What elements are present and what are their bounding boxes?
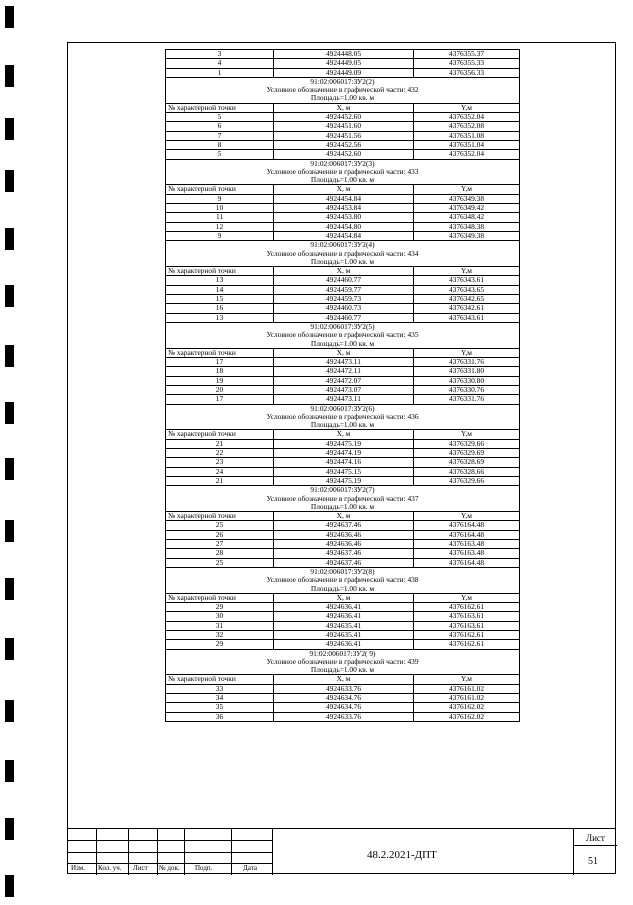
plot-area: Площадь=1.00 кв. м — [166, 503, 520, 512]
binder-ring — [5, 520, 14, 542]
header-cell: X, м — [274, 348, 414, 357]
table-cell: 22 — [166, 449, 274, 458]
table-cell: 4376162.02 — [414, 703, 520, 712]
binder-ring — [5, 402, 14, 424]
plot-legend-note-row — [166, 86, 520, 94]
binder-ring — [5, 6, 14, 28]
plot-area: Площадь=1.00 кв. м — [166, 340, 520, 349]
table-cell: 4376349.38 — [414, 194, 520, 203]
table-row — [166, 467, 520, 476]
table-cell: 5 — [166, 113, 274, 122]
table-cell: 4376331.80 — [414, 367, 520, 376]
table-row — [166, 376, 520, 385]
table-cell: 4924475.15 — [274, 467, 414, 476]
table-row — [166, 439, 520, 448]
table-cell: 4924449.05 — [274, 59, 414, 68]
table-cell: 3 — [166, 50, 274, 59]
revision-grid — [67, 829, 272, 875]
table-cell: 4924459.73 — [274, 295, 414, 304]
plot-legend-note: Условное обозначение в графической части: 439 — [166, 658, 520, 666]
table-header-row — [166, 675, 520, 684]
table-cell: 4924452.56 — [274, 140, 414, 149]
header-cell: № характерной точки — [166, 675, 274, 684]
table-cell: 25 — [166, 558, 274, 567]
table-cell: 4924473.07 — [274, 385, 414, 394]
table-cell: 4376349.42 — [414, 204, 520, 213]
table-cell: 12 — [166, 222, 274, 231]
table-cell: 4924460.77 — [274, 276, 414, 285]
table-cell: 4376349.38 — [414, 231, 520, 240]
header-cell: X, м — [274, 430, 414, 439]
table-row — [166, 213, 520, 222]
table-cell: 4376329.66 — [414, 439, 520, 448]
table-cell: 4376163.61 — [414, 612, 520, 621]
table-cell: 4924636.41 — [274, 640, 414, 649]
table-cell: 4924637.46 — [274, 549, 414, 558]
plot-legend-note-row — [166, 576, 520, 584]
table-header-row — [166, 267, 520, 276]
table-cell: 4376343.65 — [414, 285, 520, 294]
table-cell: 4376342.61 — [414, 304, 520, 313]
table-cell: 4376348.42 — [414, 213, 520, 222]
table-row — [166, 521, 520, 530]
table-cell: 4924633.76 — [274, 684, 414, 693]
plot-legend-note: Условное обозначение в графической части: 434 — [166, 250, 520, 258]
table-cell: 10 — [166, 204, 274, 213]
table-cell: 4924451.60 — [274, 122, 414, 131]
table-cell: 4924448.05 — [274, 50, 414, 59]
plot-cadastral-number-row — [166, 77, 520, 86]
table-cell: 4376163.48 — [414, 549, 520, 558]
table-cell: 4376329.69 — [414, 449, 520, 458]
sheet-label: Лист — [586, 833, 605, 843]
table-cell: 27 — [166, 540, 274, 549]
table-row — [166, 449, 520, 458]
table-cell: 4376351.08 — [414, 131, 520, 140]
title-block — [67, 828, 616, 875]
stamp-label-sign: Подп. — [195, 864, 213, 872]
binder-ring — [5, 818, 14, 840]
table-cell: 1 — [166, 68, 274, 77]
header-cell: X, м — [274, 103, 414, 112]
plot-legend-note: Условное обозначение в графической части: 436 — [166, 413, 520, 421]
table-row — [166, 640, 520, 649]
sheet-box — [573, 829, 617, 875]
plot-area-row — [166, 94, 520, 103]
table-row — [166, 295, 520, 304]
table-row — [166, 285, 520, 294]
table-row — [166, 276, 520, 285]
table-row — [166, 150, 520, 159]
table-cell: 4376330.80 — [414, 376, 520, 385]
table-cell: 4924452.60 — [274, 150, 414, 159]
plot-area-row — [166, 258, 520, 267]
table-header-row — [166, 430, 520, 439]
plot-area: Площадь=1.00 кв. м — [166, 421, 520, 430]
table-row — [166, 458, 520, 467]
table-cell: 4924451.56 — [274, 131, 414, 140]
plot-legend-note-row — [166, 168, 520, 176]
table-cell: 4924454.84 — [274, 194, 414, 203]
table-cell: 4924635.41 — [274, 631, 414, 640]
plot-cadastral-number: 91:02:006017:ЗУ2( 9) — [166, 649, 520, 658]
table-cell: 8 — [166, 140, 274, 149]
stamp-label-doc: № док. — [159, 864, 180, 872]
table-cell: 4924635.41 — [274, 621, 414, 630]
plot-legend-note-row — [166, 658, 520, 666]
table-cell: 28 — [166, 549, 274, 558]
plot-area-row — [166, 340, 520, 349]
table-cell: 4376343.61 — [414, 276, 520, 285]
table-row — [166, 530, 520, 539]
table-cell: 17 — [166, 358, 274, 367]
plot-cadastral-number: 91:02:006017:ЗУ2(5) — [166, 322, 520, 331]
plot-cadastral-number-row — [166, 322, 520, 331]
plot-legend-note: Условное обозначение в графической части: 438 — [166, 576, 520, 584]
table-cell: 4376356.33 — [414, 68, 520, 77]
table-cell: 11 — [166, 213, 274, 222]
table-cell: 4376343.61 — [414, 313, 520, 322]
table-cell: 4376352.08 — [414, 122, 520, 131]
table-row — [166, 367, 520, 376]
plot-legend-note-row — [166, 250, 520, 258]
table-cell: 6 — [166, 122, 274, 131]
table-cell: 4924636.46 — [274, 530, 414, 539]
binder-ring — [5, 578, 14, 600]
plot-area-row — [166, 176, 520, 185]
table-cell: 4376162.61 — [414, 631, 520, 640]
table-cell: 4924475.19 — [274, 476, 414, 485]
table-row — [166, 712, 520, 721]
table-cell: 31 — [166, 621, 274, 630]
plot-area-row — [166, 421, 520, 430]
binder-ring — [5, 875, 14, 897]
table-row — [166, 50, 520, 59]
table-cell: 13 — [166, 276, 274, 285]
plot-cadastral-number-row — [166, 567, 520, 576]
table-cell: 23 — [166, 458, 274, 467]
table-row — [166, 603, 520, 612]
plot-legend-note: Условное обозначение в графической части: 437 — [166, 495, 520, 503]
table-cell: 4376164.48 — [414, 530, 520, 539]
header-cell: Y,м — [414, 185, 520, 194]
header-cell: № характерной точки — [166, 512, 274, 521]
plot-cadastral-number: 91:02:006017:ЗУ2(8) — [166, 567, 520, 576]
plot-legend-note-row — [166, 413, 520, 421]
table-cell: 33 — [166, 684, 274, 693]
table-header-row — [166, 593, 520, 602]
plot-cadastral-number: 91:02:006017:ЗУ2(7) — [166, 486, 520, 495]
table-row — [166, 131, 520, 140]
table-row — [166, 395, 520, 404]
table-cell: 21 — [166, 439, 274, 448]
table-row — [166, 59, 520, 68]
table-cell: 4376162.61 — [414, 640, 520, 649]
table-cell: 4376352.04 — [414, 113, 520, 122]
table-cell: 15 — [166, 295, 274, 304]
header-cell: Y,м — [414, 675, 520, 684]
plot-cadastral-number-row — [166, 649, 520, 658]
header-cell: № характерной точки — [166, 430, 274, 439]
table-cell: 4924474.16 — [274, 458, 414, 467]
table-row — [166, 385, 520, 394]
plot-area-row — [166, 503, 520, 512]
binder-ring — [5, 170, 14, 192]
table-cell: 9 — [166, 194, 274, 203]
table-cell: 4924637.46 — [274, 521, 414, 530]
table-cell: 4924454.84 — [274, 231, 414, 240]
table-row — [166, 684, 520, 693]
plot-area: Площадь=1.00 кв. м — [166, 585, 520, 594]
table-cell: 4376330.76 — [414, 385, 520, 394]
plot-cadastral-number: 91:02:006017:ЗУ2(6) — [166, 404, 520, 413]
binder-ring — [5, 700, 14, 722]
table-row — [166, 68, 520, 77]
table-cell: 4376351.04 — [414, 140, 520, 149]
table-row — [166, 304, 520, 313]
table-row — [166, 113, 520, 122]
table-cell: 4924449.09 — [274, 68, 414, 77]
header-cell: X, м — [274, 512, 414, 521]
table-cell: 4376161.02 — [414, 684, 520, 693]
table-cell: 4376331.76 — [414, 395, 520, 404]
table-cell: 4924453.84 — [274, 204, 414, 213]
table-cell: 4376164.48 — [414, 558, 520, 567]
binder-ring — [5, 228, 14, 250]
header-cell: X, м — [274, 593, 414, 602]
header-cell: № характерной точки — [166, 593, 274, 602]
table-cell: 5 — [166, 150, 274, 159]
table-cell: 29 — [166, 603, 274, 612]
header-cell: Y,м — [414, 348, 520, 357]
table-cell: 4376355.33 — [414, 59, 520, 68]
plot-cadastral-number: 91:02:006017:ЗУ2(3) — [166, 159, 520, 168]
table-row — [166, 222, 520, 231]
table-header-row — [166, 185, 520, 194]
binder-ring — [5, 65, 14, 87]
table-cell: 4376355.37 — [414, 50, 520, 59]
table-row — [166, 631, 520, 640]
plot-legend-note: Условное обозначение в графической части: 433 — [166, 168, 520, 176]
table-cell: 4376163.61 — [414, 621, 520, 630]
header-cell: Y,м — [414, 103, 520, 112]
table-cell: 7 — [166, 131, 274, 140]
table-cell: 4376328.69 — [414, 458, 520, 467]
table-cell: 34 — [166, 694, 274, 703]
table-cell: 4376348.38 — [414, 222, 520, 231]
header-cell: Y,м — [414, 267, 520, 276]
table-cell: 13 — [166, 313, 274, 322]
table-cell: 4376342.65 — [414, 295, 520, 304]
header-cell: № характерной точки — [166, 348, 274, 357]
table-cell: 4924634.76 — [274, 694, 414, 703]
plot-cadastral-number-row — [166, 159, 520, 168]
table-cell: 26 — [166, 530, 274, 539]
plot-cadastral-number: 91:02:006017:ЗУ2(2) — [166, 77, 520, 86]
table-cell: 4924472.07 — [274, 376, 414, 385]
table-cell: 16 — [166, 304, 274, 313]
table-cell: 4376331.76 — [414, 358, 520, 367]
table-row — [166, 621, 520, 630]
stamp-label-date: Дата — [243, 864, 257, 872]
table-row — [166, 231, 520, 240]
header-cell: Y,м — [414, 430, 520, 439]
table-cell: 4376352.04 — [414, 150, 520, 159]
plot-legend-note-row — [166, 495, 520, 503]
plot-cadastral-number-row — [166, 241, 520, 250]
table-cell: 4376163.48 — [414, 540, 520, 549]
table-cell: 4924475.19 — [274, 439, 414, 448]
table-cell: 18 — [166, 367, 274, 376]
table-row — [166, 540, 520, 549]
table-cell: 9 — [166, 231, 274, 240]
binder-ring — [5, 760, 14, 782]
table-cell: 4 — [166, 59, 274, 68]
table-cell: 4924459.77 — [274, 285, 414, 294]
table-cell: 4924636.41 — [274, 603, 414, 612]
table-cell: 35 — [166, 703, 274, 712]
document-code: 48.2.2021-ДПТ — [367, 849, 437, 861]
table-cell: 4924472.11 — [274, 367, 414, 376]
table-cell: 14 — [166, 285, 274, 294]
table-row — [166, 313, 520, 322]
table-cell: 20 — [166, 385, 274, 394]
plot-legend-note-row — [166, 331, 520, 339]
table-cell: 4924636.46 — [274, 540, 414, 549]
header-cell: Y,м — [414, 512, 520, 521]
table-row — [166, 204, 520, 213]
stamp-label-count: Кол. уч. — [98, 864, 122, 872]
table-cell: 24 — [166, 467, 274, 476]
stamp-label-sheet: Лист — [133, 864, 148, 872]
points-table — [165, 49, 520, 722]
table-row — [166, 476, 520, 485]
table-cell: 4924460.77 — [274, 313, 414, 322]
table-cell: 19 — [166, 376, 274, 385]
sheet-number: 51 — [588, 856, 598, 867]
binder-ring — [5, 118, 14, 140]
table-cell: 4924473.11 — [274, 358, 414, 367]
header-cell: Y,м — [414, 593, 520, 602]
plot-cadastral-number-row — [166, 404, 520, 413]
table-header-row — [166, 348, 520, 357]
table-cell: 4924453.80 — [274, 213, 414, 222]
table-cell: 4376328.66 — [414, 467, 520, 476]
table-cell: 4376162.02 — [414, 712, 520, 721]
header-cell: № характерной точки — [166, 185, 274, 194]
header-cell: № характерной точки — [166, 267, 274, 276]
table-cell: 4376164.48 — [414, 521, 520, 530]
header-cell: X, м — [274, 675, 414, 684]
table-cell: 36 — [166, 712, 274, 721]
table-cell: 4376329.66 — [414, 476, 520, 485]
plot-legend-note: Условное обозначение в графической части: 432 — [166, 86, 520, 94]
plot-legend-note: Условное обозначение в графической части: 435 — [166, 331, 520, 339]
table-cell: 17 — [166, 395, 274, 404]
table-row — [166, 694, 520, 703]
coordinates-table — [165, 49, 520, 722]
table-row — [166, 549, 520, 558]
table-cell: 4924637.46 — [274, 558, 414, 567]
plot-cadastral-number: 91:02:006017:ЗУ2(4) — [166, 241, 520, 250]
table-cell: 29 — [166, 640, 274, 649]
table-cell: 25 — [166, 521, 274, 530]
header-cell: № характерной точки — [166, 103, 274, 112]
plot-area: Площадь=1.00 кв. м — [166, 258, 520, 267]
table-row — [166, 140, 520, 149]
table-cell: 30 — [166, 612, 274, 621]
table-cell: 4924474.19 — [274, 449, 414, 458]
table-row — [166, 612, 520, 621]
table-row — [166, 703, 520, 712]
plot-area-row — [166, 666, 520, 675]
header-cell: X, м — [274, 267, 414, 276]
binder-ring — [5, 345, 14, 367]
binder-ring — [5, 638, 14, 660]
plot-area: Площадь=1.00 кв. м — [166, 94, 520, 103]
header-cell: X, м — [274, 185, 414, 194]
table-cell: 4924636.41 — [274, 612, 414, 621]
table-cell: 4924460.73 — [274, 304, 414, 313]
table-cell: 4924633.76 — [274, 712, 414, 721]
stamp-label-change: Изм. — [71, 864, 85, 872]
table-cell: 32 — [166, 631, 274, 640]
plot-area: Площадь=1.00 кв. м — [166, 666, 520, 675]
binder-ring — [5, 458, 14, 480]
plot-cadastral-number-row — [166, 486, 520, 495]
table-cell: 21 — [166, 476, 274, 485]
table-header-row — [166, 103, 520, 112]
plot-area: Площадь=1.00 кв. м — [166, 176, 520, 185]
table-row — [166, 122, 520, 131]
table-cell: 4376161.02 — [414, 694, 520, 703]
table-cell: 4924473.11 — [274, 395, 414, 404]
table-row — [166, 558, 520, 567]
binder-ring — [5, 285, 14, 307]
plot-area-row — [166, 585, 520, 594]
table-row — [166, 358, 520, 367]
table-header-row — [166, 512, 520, 521]
table-cell: 4924454.80 — [274, 222, 414, 231]
table-cell: 4376162.61 — [414, 603, 520, 612]
table-row — [166, 194, 520, 203]
table-cell: 4924634.76 — [274, 703, 414, 712]
table-cell: 4924452.60 — [274, 113, 414, 122]
